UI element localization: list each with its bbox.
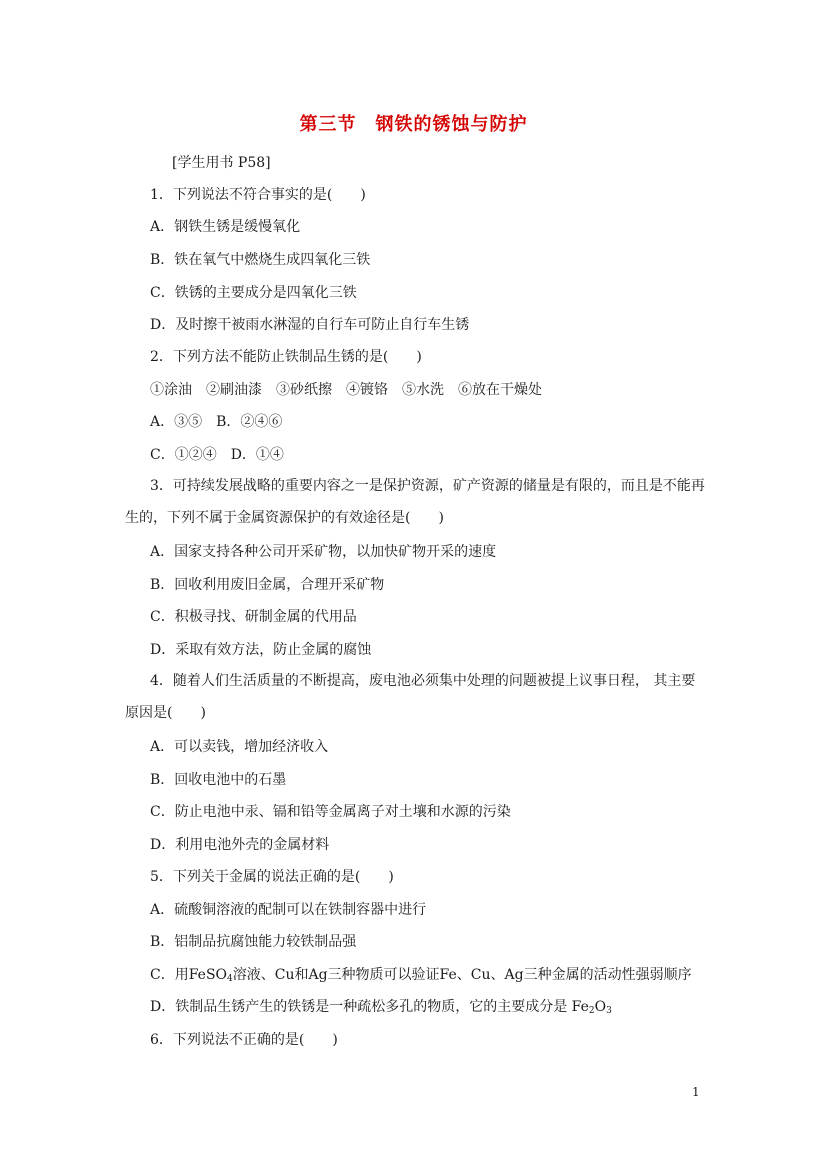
q2-options-cd: C．①②④ D．①④ <box>150 447 284 463</box>
question-3: 3．可持续发展战略的重要内容之一是保护资源，矿产资源的储量是有限的，而且是不能再生的，下列不属于金属资源保护的有效途径是( ) <box>125 478 705 526</box>
q4-option-a: A．可以卖钱，增加经济收入 <box>150 739 329 755</box>
textbook-reference: [学生用书 P58] <box>172 155 271 171</box>
page-title: 第三节 钢铁的锈蚀与防护 <box>299 114 528 135</box>
q2-options-ab: A．③⑤ B．②④⑥ <box>150 414 283 430</box>
q5-option-d: D．铁制品生锈产生的铁锈是一种疏松多孔的物质，它的主要成分是 $Fe_2O_3$ <box>150 999 612 1016</box>
q5-option-a: A．硫酸铜溶液的配制可以在铁制容器中进行 <box>150 902 427 918</box>
page-number: 1 <box>692 1085 700 1099</box>
q4-option-c: C．防止电池中汞、镉和铅等金属离子对土壤和水源的污染 <box>150 804 511 820</box>
q1-option-a: A．钢铁生锈是缓慢氧化 <box>150 219 301 235</box>
q2-item-list: ①涂油 ②刷油漆 ③砂纸擦 ④镀铬 ⑤水洗 ⑥放在干燥处 <box>150 382 542 398</box>
question-6: 6．下列说法不正确的是( ) <box>150 1032 338 1048</box>
q1-option-c: C．铁锈的主要成分是四氧化三铁 <box>150 285 357 301</box>
q3-option-a: A．国家支持各种公司开采矿物，以加快矿物开采的速度 <box>150 544 497 560</box>
q4-option-d: D．利用电池外壳的金属材料 <box>150 837 330 853</box>
q3-option-c: C．积极寻找、研制金属的代用品 <box>150 609 357 625</box>
q3-option-b: B．回收利用废旧金属，合理开采矿物 <box>150 577 385 593</box>
q1-option-b: B．铁在氧气中燃烧生成四氧化三铁 <box>150 252 371 268</box>
question-4: 4．随着人们生活质量的不断提高，废电池必须集中处理的问题被提上议事日程， 其主要原因是( ) <box>125 673 696 721</box>
q4-option-b: B．回收电池中的石墨 <box>150 772 287 788</box>
question-2: 2．下列方法不能防止铁制品生锈的是( ) <box>150 349 422 365</box>
question-1: 1．下列说法不符合事实的是( ) <box>150 187 366 203</box>
q5-option-b: B．铝制品抗腐蚀能力较铁制品强 <box>150 934 357 950</box>
q1-option-d: D．及时擦干被雨水淋湿的自行车可防止自行车生锈 <box>150 317 470 333</box>
question-5: 5．下列关于金属的说法正确的是( ) <box>150 869 394 885</box>
q3-option-d: D．采取有效方法，防止金属的腐蚀 <box>150 642 372 658</box>
q5-option-c: C．用FeSO$_4$溶液、Cu和Ag三种物质可以验证Fe、Cu、Ag三种金属的活动性强弱顺序 <box>150 967 692 984</box>
